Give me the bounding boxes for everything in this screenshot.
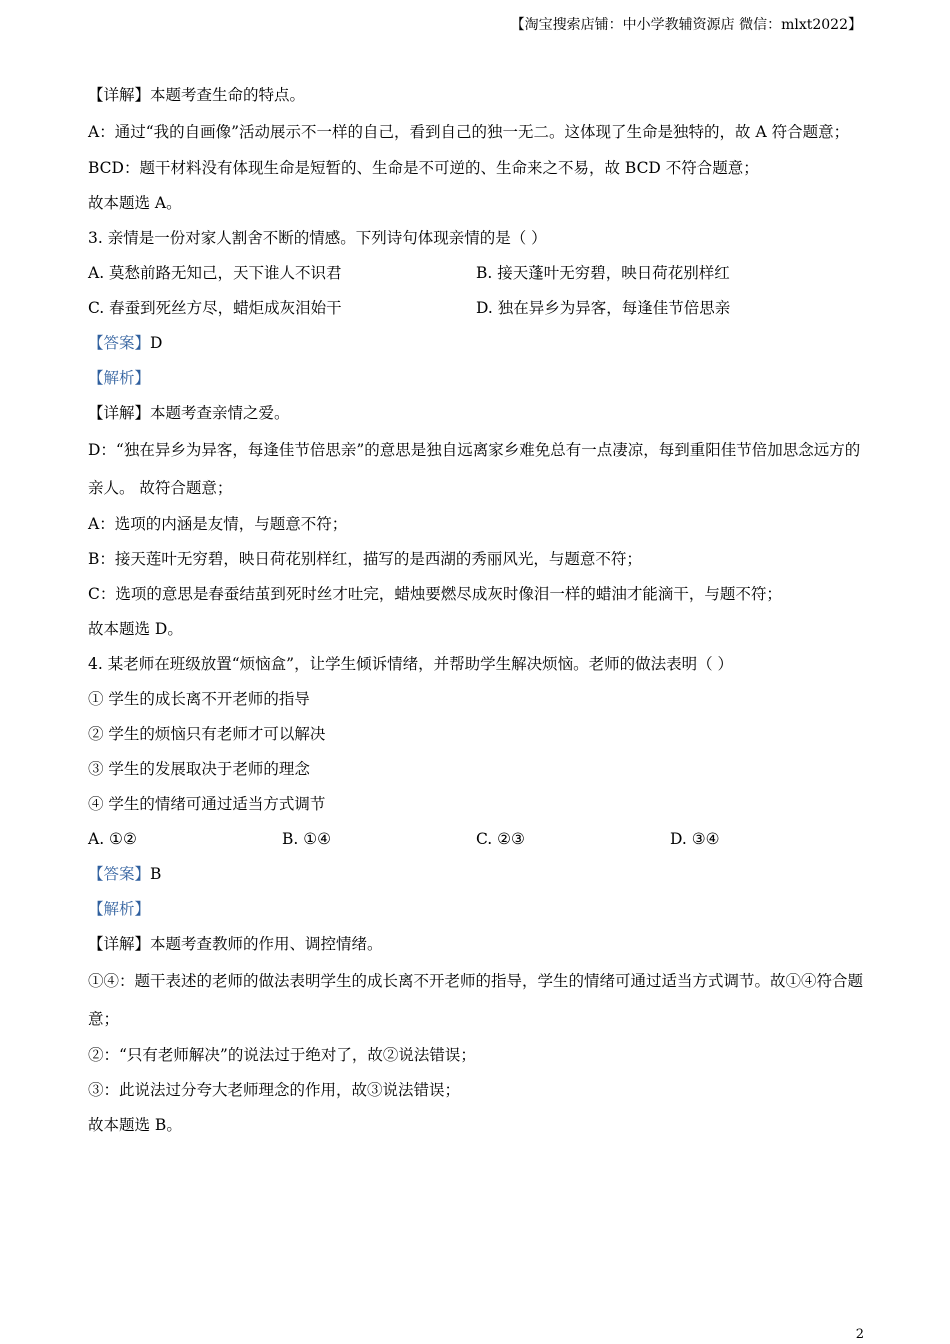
q3-detail: 【详解】本题考查亲情之爱。 — [88, 404, 290, 422]
q4-statement-2: ② 学生的烦恼只有老师才可以解决 — [88, 725, 326, 743]
document-body — [88, 78, 868, 1143]
q4-options-row — [88, 822, 868, 857]
q4-statement-4: ④ 学生的情绪可通过适当方式调节 — [88, 795, 326, 813]
q3-option-d: D. 独在异乡为异客，每逢佳节倍思亲 — [476, 299, 731, 317]
q2-conclusion: 故本题选 A。 — [88, 194, 182, 212]
q3-analysis-label: 【解析】 — [88, 369, 151, 387]
q3-answer — [88, 326, 868, 361]
q2-analysis-a: A：通过“我的自画像”活动展示不一样的自己，看到自己的独一无二。这体现了生命是独特的，故 A 符合题意； — [88, 123, 850, 141]
q4-analysis-label: 【解析】 — [88, 900, 151, 918]
q3-options-row-2 — [88, 291, 868, 326]
q3-analysis-c: C：选项的意思是春蚕结茧到死时丝才吐完，蜡烛要燃尽成灰时像泪一样的蜡油才能滴干，与题不符； — [88, 585, 782, 603]
q3-analysis-b: B：接天莲叶无穷碧，映日荷花别样红，描写的是西湖的秀丽风光，与题意不符； — [88, 550, 642, 568]
q4-answer-label: 【答案】 — [88, 865, 151, 883]
q3-stem: 3. 亲情是一份对家人割舍不断的情感。下列诗句体现亲情的是（ ） — [88, 229, 547, 247]
q4-option-d: D. ③④ — [670, 830, 720, 848]
page-header: 【淘宝搜索店铺：中小学教辅资源店 微信：mlxt2022】 — [510, 17, 862, 33]
q3-option-b: B. 接天蓬叶无穷碧，映日荷花别样红 — [476, 264, 730, 282]
q4-answer-value: B — [150, 865, 162, 883]
page-number: 2 — [855, 1327, 864, 1342]
q3-option-a: A. 莫愁前路无知己，天下谁人不识君 — [88, 264, 342, 282]
q4-conclusion: 故本题选 B。 — [88, 1116, 182, 1134]
q3-analysis-d: D：“独在异乡为异客，每逢佳节倍思亲”的意思是独自远离家乡难免总有一点凄凉，每到重阳佳节倍加思念远方的亲人。 故符合题意； — [88, 441, 861, 497]
q3-options-row-1 — [88, 256, 868, 291]
q4-statement-1: ① 学生的成长离不开老师的指导 — [88, 690, 310, 708]
q4-analysis-14: ①④：题干表述的老师的做法表明学生的成长离不开老师的指导，学生的情绪可通过适当方式调节。故①④符合题意； — [88, 972, 864, 1028]
q3-conclusion: 故本题选 D。 — [88, 620, 183, 638]
q4-option-c: C. ②③ — [476, 830, 525, 848]
q2-analysis-bcd: BCD：题干材料没有体现生命是短暂的、生命是不可逆的、生命来之不易，故 BCD 不符合题意； — [88, 159, 759, 177]
q4-answer — [88, 857, 868, 892]
q4-statement-3: ③ 学生的发展取决于老师的理念 — [88, 760, 310, 778]
q4-option-b: B. ①④ — [282, 830, 332, 848]
q2-detail: 【详解】本题考查生命的特点。 — [88, 86, 306, 104]
q3-analysis-a: A：选项的内涵是友情，与题意不符； — [88, 515, 348, 533]
q4-stem: 4. 某老师在班级放置“烦恼盒”，让学生倾诉情绪，并帮助学生解决烦恼。老师的做法表明（ ） — [88, 655, 733, 673]
q3-option-c: C. 春蚕到死丝方尽，蜡炬成灰泪始干 — [88, 299, 342, 317]
q4-option-a: A. ①② — [88, 830, 137, 848]
q4-detail: 【详解】本题考查教师的作用、调控情绪。 — [88, 935, 383, 953]
q3-answer-value: D — [150, 334, 163, 352]
q4-analysis-2: ②：“只有老师解决”的说法过于绝对了，故②说法错误； — [88, 1046, 476, 1064]
q3-answer-label: 【答案】 — [88, 334, 151, 352]
q4-analysis-3: ③：此说法过分夸大老师理念的作用，故③说法错误； — [88, 1081, 461, 1099]
